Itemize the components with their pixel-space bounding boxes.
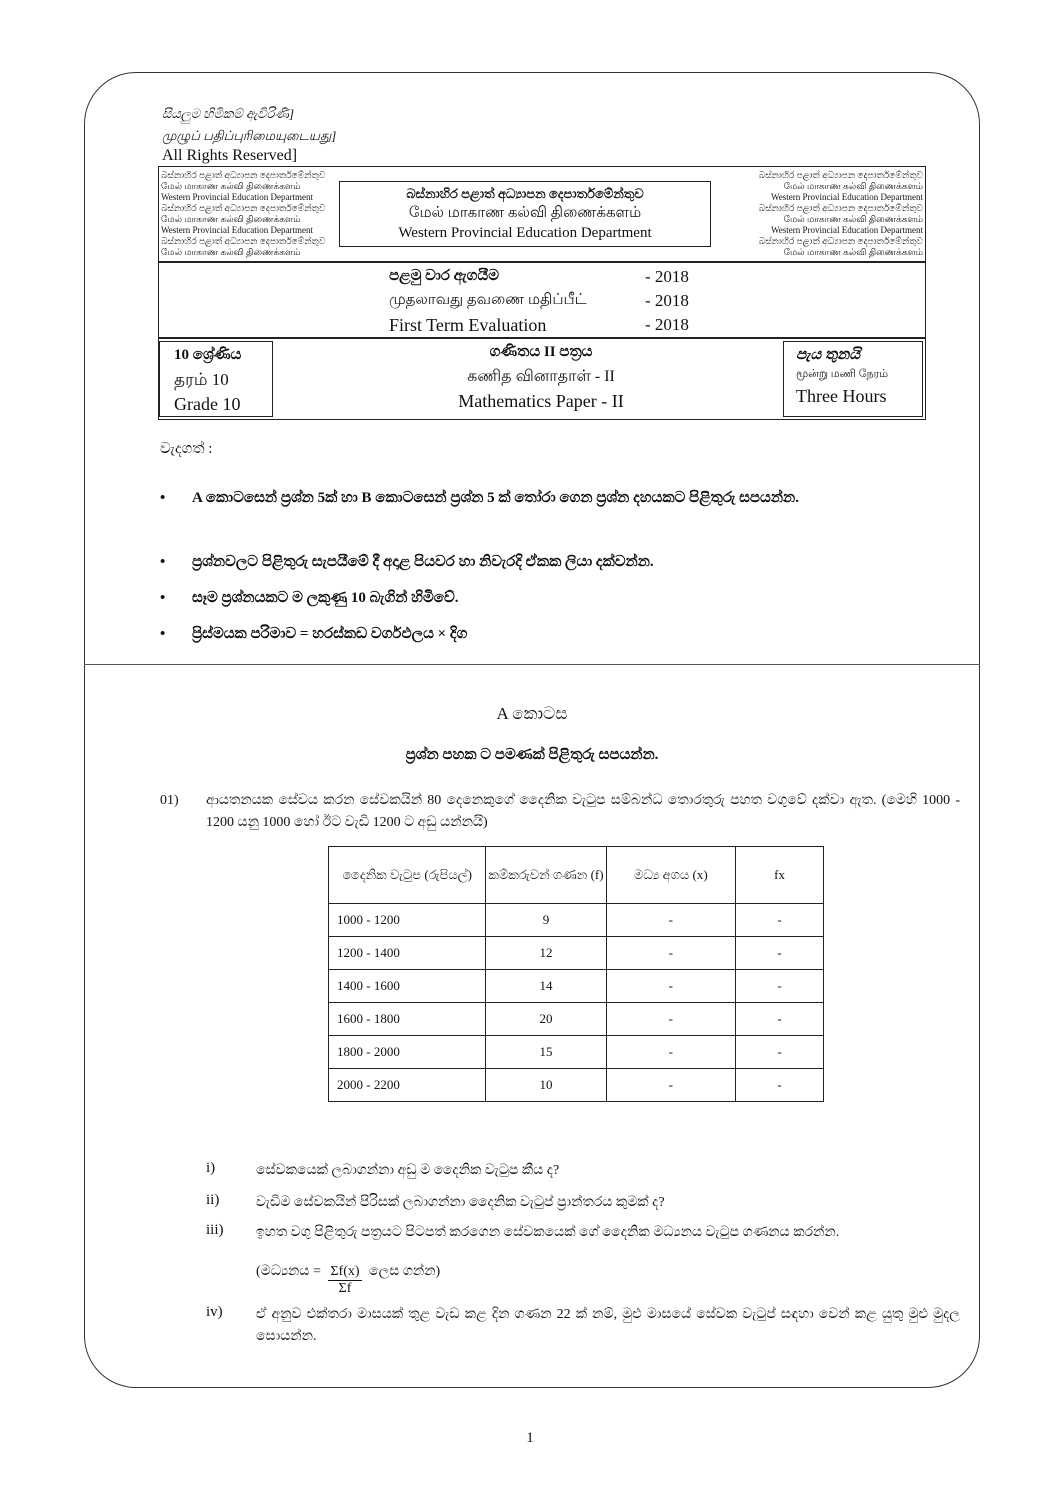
table-cell: -	[606, 937, 736, 970]
table-cell: 2000 - 2200	[329, 1069, 486, 1102]
table-cell: -	[736, 1069, 824, 1102]
formula-suffix: ලෙස ගන්න)	[369, 1264, 441, 1279]
stamp-line: மேல் மாகாண கல்வி திணைக்களம்	[783, 181, 923, 191]
bullet-icon: •	[160, 626, 166, 642]
grade-tamil: தரம் 10	[174, 370, 229, 389]
table-cell: 1400 - 1600	[329, 970, 486, 1003]
stamp-line: மேல் மாகாண கல்வி திணைக்களம்	[783, 214, 923, 224]
subquestion-number: i)	[206, 1160, 216, 1176]
column-header: කම්කරුවන් ගණන (f)	[486, 847, 606, 904]
table-row	[329, 1069, 824, 1102]
dept-title-box	[339, 181, 711, 247]
table-cell: 1800 - 2000	[329, 1036, 486, 1069]
stamp-line: மேல் மாகாண கல்வி திணைக்களம்	[161, 214, 301, 224]
duration-english: Three Hours	[796, 386, 887, 406]
table-cell: -	[606, 1003, 736, 1036]
table-cell: 9	[486, 904, 606, 937]
subquestion-number: iv)	[206, 1304, 223, 1320]
page-number: 1	[526, 1430, 534, 1446]
subquestion-text: වැඩිම සේවකයින් පිරිසක් ලබාගන්නා දෛනික වැටුප් ප්‍රාන්තරය කුමක් ද?	[256, 1195, 665, 1210]
stamp-line: බස්නාහිර පළාත් අධ්‍යාපන දෙපාර්තමේන්තුව	[161, 203, 326, 213]
frequency-table	[328, 846, 824, 1102]
subquestion-number: iii)	[206, 1222, 224, 1238]
subquestion-number: ii)	[206, 1192, 220, 1208]
table-cell: 1200 - 1400	[329, 937, 486, 970]
eval-year-en: - 2018	[645, 315, 689, 334]
subject-tamil: கணித வினாதாள் - II	[467, 368, 615, 385]
table-cell: -	[736, 970, 824, 1003]
stamp-line: බස්නාහිර පළාත් අධ්‍යාපන දෙපාර්තමේන්තුව	[758, 236, 923, 246]
instruction-bullet	[160, 548, 960, 576]
dept-stamp-left	[161, 170, 341, 258]
eval-tamil: முதலாவது தவணை மதிப்பீட்	[389, 292, 587, 308]
eval-sinhala: පළමු වාර ඇගයීම	[389, 268, 499, 284]
instruction-text: ප්‍රිස්මයක පරිමාව = හරස්කඩ වර්ගඵලය × දිග	[192, 626, 468, 642]
evaluation-box	[158, 262, 926, 338]
table-cell: 20	[486, 1003, 606, 1036]
stamp-line: Western Provincial Education Department	[161, 225, 313, 235]
instruction-text: ප්‍රශ්නවලට පිළිතුරු සැපයීමේ දී අදාළ පියවර හා නිවැරදි ඒකක ලියා දක්වන්න.	[192, 554, 654, 570]
grade-box	[159, 341, 273, 417]
dept-english: Western Provincial Education Department	[398, 225, 652, 241]
department-header	[158, 166, 926, 262]
bullet-icon: •	[160, 590, 166, 606]
grade-sinhala: 10 ශ්‍රේණිය	[174, 347, 242, 363]
table-cell: -	[736, 904, 824, 937]
column-header: දෛනික වැටුප (රුපියල්)	[329, 847, 486, 904]
formula-fraction	[328, 1264, 361, 1297]
stamp-line: බස්නාහිර පළාත් අධ්‍යාපන දෙපාර්තමේන්තුව	[161, 236, 326, 246]
stamp-line: Western Provincial Education Department	[771, 192, 923, 202]
subquestion-text: සේවකයෙක් ලබාගන්නා අඩු ම දෛනික වැටුප කීය ද?	[256, 1163, 560, 1178]
table-row	[329, 970, 824, 1003]
rights-english: All Rights Reserved]	[162, 147, 298, 164]
rights-sinhala: සියලුම හිමිකම් ඇවිරිණි]	[162, 106, 295, 121]
stamp-line: மேல் மாகாண கல்வி திணைக்களம்	[783, 247, 923, 257]
section-divider	[84, 664, 980, 665]
column-header: මධ්‍ය අගය (x)	[606, 847, 736, 904]
rights-tamil: முழுப் பதிப்புரிமையுடையது]	[162, 128, 337, 143]
stamp-line: බස්නාහිර පළාත් අධ්‍යාපන දෙපාර්තමේන්තුව	[161, 170, 326, 180]
subquestion-text: ඉහත වගු පිළිතුරු පත්‍රයට පිටපත් කරගෙන සේවකයෙක් ගේ දෛනික මධ්‍යනය වැටුප ගණනය කරන්න.	[256, 1225, 840, 1240]
table-header-row	[329, 847, 824, 904]
bullet-icon: •	[160, 554, 166, 570]
stamp-line: Western Provincial Education Department	[771, 225, 923, 235]
subject-english: Mathematics Paper - II	[458, 391, 624, 411]
formula-denominator: Σf	[338, 1281, 352, 1296]
formula-numerator: Σf(x)	[330, 1264, 360, 1279]
dept-tamil: மேல் மாகாண கல்வி திணைக்களம்	[408, 205, 642, 221]
table-cell: -	[606, 970, 736, 1003]
table-row	[329, 937, 824, 970]
dept-sinhala: බස්නාහිර පළාත් අධ්‍යාපන දෙපාර්තමේන්තුව	[406, 186, 644, 201]
formula-prefix: (මධ්‍යනය =	[256, 1264, 321, 1279]
subject-row	[158, 338, 926, 420]
subquestion-text: ඒ අනුව එක්තරා මාසයක් තුළ වැඩ කළ දින ගණන 22 ක් නම්, මුළු මාසයේ සේවක වැටුප් සඳහා වෙන් කළ යුතු මුළු මුදල සොයන්න.	[256, 1307, 960, 1344]
part-a-title: A කොටස	[496, 704, 568, 723]
column-header: fx	[736, 847, 824, 904]
important-heading: වැදගත් :	[160, 441, 213, 457]
instruction-bullet	[160, 484, 960, 540]
table-cell: 10	[486, 1069, 606, 1102]
duration-tamil: மூன்று மணி நேரம்	[796, 368, 889, 380]
table-cell: -	[736, 1036, 824, 1069]
bullet-icon: •	[160, 490, 166, 506]
eval-year-si: - 2018	[645, 267, 689, 286]
subject-sinhala: ගණිතය II පත්‍රය	[489, 344, 593, 360]
question-text: ආයතනයක සේවය කරන සේවකයින් 80 දෙනෙකුගේ දෛනික වැටුප සම්බන්ධ තොරතුරු පහත වගුවේ දක්වා ඇත. (මෙහි 1000 - 1200 යනු 1000 හෝ ඊට වැඩි 1200 ට අඩු යන්නයි)	[206, 793, 960, 830]
part-a-instruction: ප්‍රශ්න පහක ට පමණක් පිළිතුරු සපයන්න.	[405, 747, 659, 763]
mean-formula	[256, 1264, 440, 1297]
table-cell: 1000 - 1200	[329, 904, 486, 937]
table-row	[329, 1003, 824, 1036]
stamp-line: බස්නාහිර පළාත් අධ්‍යාපන දෙපාර්තමේන්තුව	[758, 203, 923, 213]
instruction-bullet	[160, 620, 960, 648]
table-cell: -	[606, 1036, 736, 1069]
stamp-line: மேல் மாகாண கல்வி திணைக்களம்	[161, 181, 301, 191]
subject-block	[359, 343, 723, 412]
instruction-text: A කොටසෙන් ප්‍රශ්න 5ක් හා B කොටසෙන් ප්‍රශ්න 5 ක් තෝරා ගෙන ප්‍රශ්න දහයකට පිළිතුරු සපයන්න.	[192, 490, 799, 506]
instruction-bullet	[160, 584, 960, 612]
question-number: 01)	[160, 793, 179, 808]
table-cell: -	[606, 1069, 736, 1102]
table-cell: 12	[486, 937, 606, 970]
grade-english: Grade 10	[174, 394, 241, 414]
duration-sinhala: පැය තුනයි	[796, 347, 861, 363]
table-cell: -	[606, 904, 736, 937]
stamp-line: மேல் மாகாண கல்வி திணைக்களம்	[161, 247, 301, 257]
table-cell: 1600 - 1800	[329, 1003, 486, 1036]
duration-box	[783, 341, 923, 417]
stamp-line: බස්නාහිර පළාත් අධ්‍යාපන දෙපාර්තමේන්තුව	[758, 170, 923, 180]
dept-stamp-right	[733, 170, 923, 258]
instruction-text: සෑම ප්‍රශ්නයකට ම ලකුණු 10 බැගින් හිමිවේ.	[192, 590, 459, 606]
table-cell: 15	[486, 1036, 606, 1069]
stamp-line: Western Provincial Education Department	[161, 192, 313, 202]
table-row	[329, 1036, 824, 1069]
eval-english: First Term Evaluation	[389, 315, 547, 335]
table-row	[329, 904, 824, 937]
eval-year-ta: - 2018	[645, 291, 689, 310]
table-cell: 14	[486, 970, 606, 1003]
table-cell: -	[736, 937, 824, 970]
table-cell: -	[736, 1003, 824, 1036]
